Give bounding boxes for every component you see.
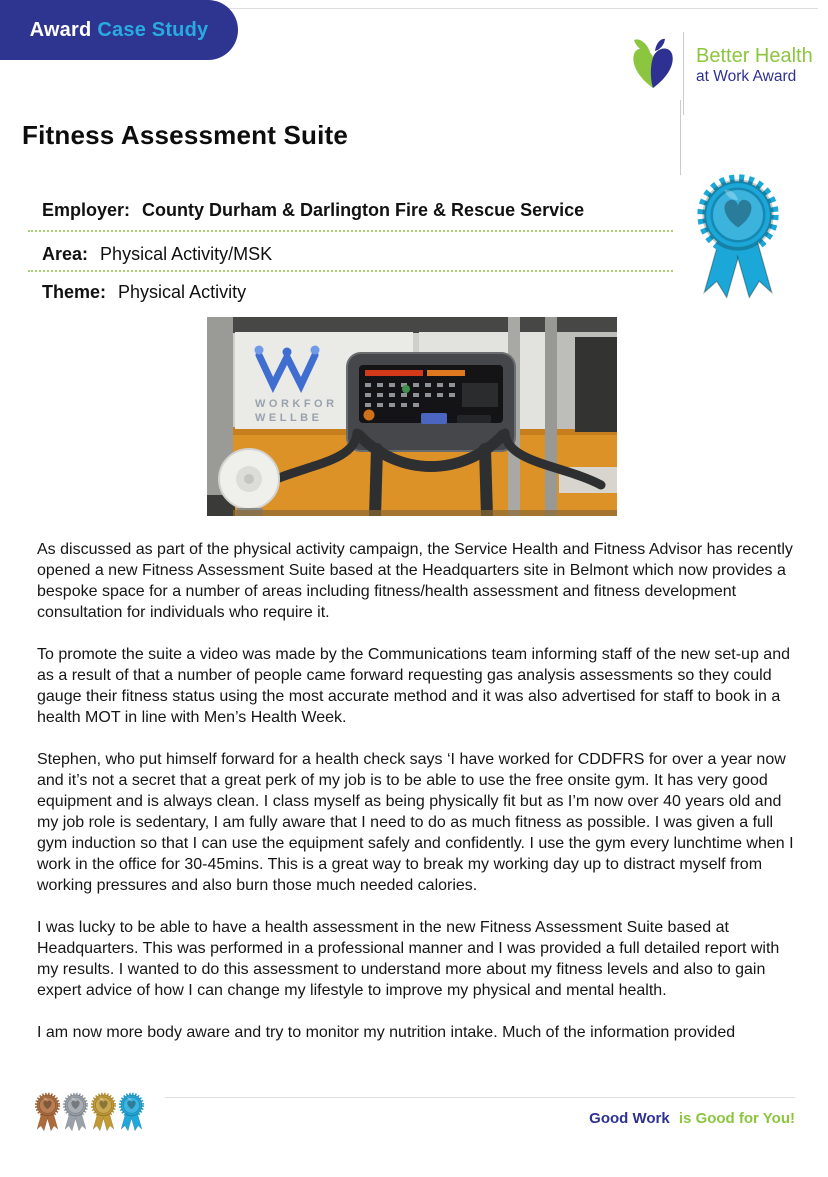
brand-line2: at Work Award <box>696 68 797 85</box>
employer-value: County Durham & Darlington Fire & Rescue Service <box>142 200 585 220</box>
area-label: Area: <box>42 244 89 264</box>
good-work-label: Good Work <box>589 1110 670 1127</box>
body-paragraph: As discussed as part of the physical activity campaign, the Service Health and Fitness Advisor has recently opened a new Fitness Assessment Suite based at the Headquarters site in Belmont which now provides a bespoke space for a number of areas including fitness/health assessment and fitness development consultation for individuals who require it. <box>37 541 793 621</box>
divider-dotted <box>28 230 673 232</box>
award-case-study-badge <box>0 0 238 60</box>
blue-rosette-icon <box>688 170 788 310</box>
body-paragraph: Stephen, who put himself forward for a health check says ‘I have worked for CDDFRS for over a year now and it’s not a secret that a great perk of my job is to be able to use the free onsite gym. It has very good equipment and is always clean. I class myself as being physically fit but as I’m now over 40 years old and my job role is sedentary, I am fully aware that I need to do as much fitness as possible. I was given a full gym induction so that I can use the equipment safely and confidently. I use the gym every lunchtime when I work in the office for 30-45mins. This is a great way to break my working day up to distract myself from working pressures and also burn those much needed calories. <box>37 751 794 894</box>
theme-label: Theme: <box>42 282 107 302</box>
treadmill-console <box>347 353 515 451</box>
area-value: Physical Activity/MSK <box>100 244 273 264</box>
theme-value: Physical Activity <box>118 282 247 302</box>
body-paragraph: I was lucky to be able to have a health assessment in the new Fitness Assessment Suite based at Headquarters. This was performed in a professional manner and I was provided a full detailed report with my results. I wanted to do this assessment to understand more about my fitness levels and also to gain expert advice of how I can change my lifestyle to improve my physical and mental health. <box>37 919 780 999</box>
body-paragraph: To promote the suite a video was made by the Communications team informing staff of the new set-up and as a result of that a number of people came forward requesting gas analysis assessments so they could gauge their fitness status using the most accurate method and it was also advertised for staff to book in a health MOT in line with Men’s Health Week. <box>37 646 790 726</box>
area-row <box>42 244 272 265</box>
gold-rosette-icon <box>88 1091 119 1135</box>
header-cell-border <box>680 100 681 175</box>
body-paragraph: I am now more body aware and try to monitor my nutrition intake. Much of the information provided <box>37 1024 736 1041</box>
employer-row <box>42 200 584 221</box>
case-study-label: Case Study <box>97 18 209 41</box>
apple-heart-icon <box>628 38 678 94</box>
brand-text <box>696 38 813 85</box>
screen-text-line2: WELLBE <box>255 412 323 424</box>
brand-line1: Better Health <box>696 45 813 67</box>
body-copy <box>37 539 797 1064</box>
silver-rosette-icon <box>60 1091 91 1135</box>
award-level-rosettes <box>32 1091 144 1135</box>
bronze-rosette-icon <box>32 1091 63 1135</box>
award-label: Award <box>29 18 92 41</box>
page-title: Fitness Assessment Suite <box>22 120 349 150</box>
divider-dotted <box>28 270 673 272</box>
blue-small-rosette-icon <box>116 1091 147 1135</box>
employer-label: Employer: <box>42 200 131 220</box>
footer-tagline <box>589 1110 795 1127</box>
screen-text-line1: WORKFOR <box>255 398 338 410</box>
tagline-rest: is Good for You! <box>678 1110 795 1127</box>
logo-divider <box>683 32 684 115</box>
treadmill-photo <box>207 317 617 516</box>
footer-divider <box>165 1097 795 1098</box>
theme-row <box>42 282 246 303</box>
better-health-logo <box>628 38 813 94</box>
